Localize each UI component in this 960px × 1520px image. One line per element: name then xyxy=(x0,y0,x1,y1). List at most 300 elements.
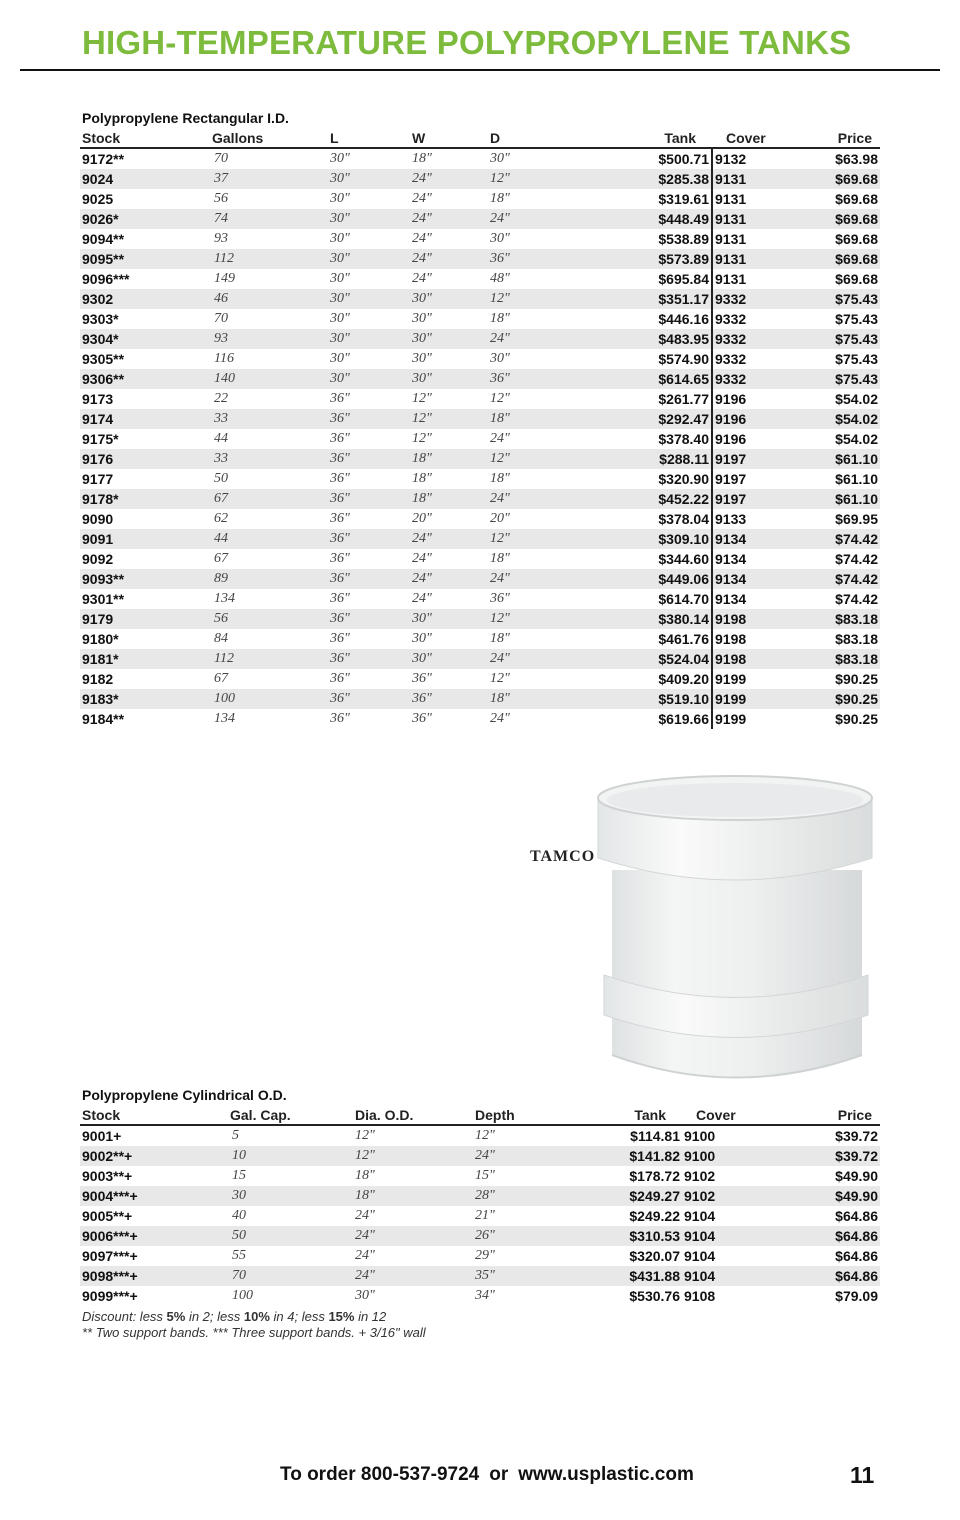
tank-price-cell: $285.38 xyxy=(568,169,712,189)
gallons-cell: 112 xyxy=(210,249,328,269)
cover-price-cell: $54.02 xyxy=(835,391,878,407)
footer-or: or xyxy=(489,1464,509,1485)
depth-cell: 12" xyxy=(488,529,568,549)
stock-cell: 9090 xyxy=(82,511,114,527)
gallons-cell: 93 xyxy=(210,329,328,349)
gallons-cell: 149 xyxy=(214,271,235,286)
depth-cell: 18" xyxy=(490,631,510,646)
width-cell: 30" xyxy=(410,609,488,629)
depth-cell: 18" xyxy=(490,311,510,326)
dia-od-cell: 18" xyxy=(355,1168,375,1183)
width-cell: 30" xyxy=(410,289,488,309)
length-cell: 30" xyxy=(330,311,350,326)
table-row xyxy=(80,1246,880,1266)
order-footer xyxy=(280,1464,694,1486)
table-row xyxy=(80,609,880,629)
cover-price-cell: $64.86 xyxy=(835,1208,878,1224)
cover-price-cell: $74.42 xyxy=(835,591,878,607)
stock-cell: 9178* xyxy=(80,489,210,509)
length-cell: 36" xyxy=(328,489,410,509)
cover-price-cell: $64.86 xyxy=(792,1266,880,1286)
length-cell: 30" xyxy=(330,351,350,366)
cover-cell: 9198 xyxy=(715,631,747,647)
width-cell: 12" xyxy=(412,431,432,446)
tamco-logo: TAMCO xyxy=(530,848,596,865)
depth-cell: 21" xyxy=(475,1208,495,1223)
length-cell: 36" xyxy=(330,671,350,686)
table-row xyxy=(80,289,880,309)
cover-cell: 9196 xyxy=(715,391,747,407)
cover-cell: 9197 xyxy=(712,489,794,509)
depth-cell: 12" xyxy=(488,289,568,309)
cover-cell: 9133 xyxy=(715,511,747,527)
table-row xyxy=(80,369,880,389)
col-cover: Cover xyxy=(712,128,794,148)
depth-cell: 12" xyxy=(488,609,568,629)
table-row xyxy=(80,249,880,269)
cover-cell: 9104 xyxy=(684,1248,716,1264)
gallons-cell: 100 xyxy=(210,689,328,709)
depth-cell: 12" xyxy=(488,449,568,469)
cover-cell: 9100 xyxy=(682,1146,792,1166)
cover-price-cell: $54.02 xyxy=(835,431,878,447)
depth-cell: 36" xyxy=(488,249,568,269)
rectangular-header-row xyxy=(80,128,880,148)
stock-cell: 9183* xyxy=(80,689,210,709)
table-row xyxy=(80,148,880,169)
col-tank: Tank xyxy=(568,128,712,148)
depth-cell: 30" xyxy=(490,351,510,366)
cover-price-cell: $61.10 xyxy=(835,471,878,487)
stock-cell: 9174 xyxy=(80,409,210,429)
cover-price-cell: $69.68 xyxy=(794,169,880,189)
table-row xyxy=(80,689,880,709)
gal-cap-cell: 10 xyxy=(228,1146,353,1166)
cylindrical-table-heading: Polypropylene Cylindrical O.D. xyxy=(82,1087,287,1103)
cover-price-cell: $74.42 xyxy=(835,551,878,567)
gal-cap-cell: 50 xyxy=(228,1226,353,1246)
cover-price-cell: $83.18 xyxy=(794,609,880,629)
col-price: Price xyxy=(794,128,880,148)
tank-price-cell: $614.65 xyxy=(568,369,712,389)
stock-cell: 9095** xyxy=(80,249,210,269)
cover-cell: 9134 xyxy=(712,569,794,589)
depth-cell: 35" xyxy=(473,1266,578,1286)
cover-price-cell: $75.43 xyxy=(794,329,880,349)
cover-price-cell: $69.68 xyxy=(835,231,878,247)
col-length: L xyxy=(328,128,410,148)
table-row xyxy=(80,469,880,489)
depth-cell: 24" xyxy=(488,329,568,349)
depth-cell: 15" xyxy=(475,1168,495,1183)
tank-price-cell: $500.71 xyxy=(568,148,712,169)
depth-cell: 18" xyxy=(488,409,568,429)
stock-cell: 9182 xyxy=(82,671,114,687)
stock-cell: 9093** xyxy=(80,569,210,589)
width-cell: 24" xyxy=(410,249,488,269)
length-cell: 36" xyxy=(330,551,350,566)
width-cell: 30" xyxy=(412,631,432,646)
cover-price-cell: $69.68 xyxy=(835,271,878,287)
cover-cell: 9199 xyxy=(715,711,747,727)
tank-price-cell: $448.49 xyxy=(568,209,712,229)
col-depth: Depth xyxy=(473,1105,578,1125)
dia-od-cell: 24" xyxy=(353,1266,473,1286)
table-row xyxy=(80,429,880,449)
table-row xyxy=(80,309,880,329)
cylindrical-tank-image xyxy=(590,770,880,1092)
dia-od-cell: 24" xyxy=(355,1248,375,1263)
depth-cell: 30" xyxy=(490,151,510,166)
gallons-cell: 33 xyxy=(210,409,328,429)
cover-price-cell: $74.42 xyxy=(794,529,880,549)
cover-cell: 9104 xyxy=(682,1226,792,1246)
cover-price-cell: $49.90 xyxy=(792,1186,880,1206)
cover-price-cell: $83.18 xyxy=(835,631,878,647)
cover-price-cell: $83.18 xyxy=(794,649,880,669)
depth-cell: 29" xyxy=(475,1248,495,1263)
length-cell: 30" xyxy=(328,329,410,349)
tank-price-cell: $351.17 xyxy=(568,289,712,309)
width-cell: 30" xyxy=(412,351,432,366)
width-cell: 24" xyxy=(412,271,432,286)
cover-price-cell: $63.98 xyxy=(835,151,878,167)
tank-price-cell: $320.90 xyxy=(568,469,712,489)
width-cell: 30" xyxy=(410,329,488,349)
depth-cell: 34" xyxy=(475,1288,495,1303)
tank-price-cell: $483.95 xyxy=(568,329,712,349)
title-divider xyxy=(20,69,940,71)
col-cover: Cover xyxy=(682,1105,792,1125)
gallons-cell: 62 xyxy=(214,511,228,526)
table-row xyxy=(80,229,880,249)
support-bands-note: ** Two support bands. *** Three support bands. + 3/16" wall xyxy=(82,1325,426,1340)
gal-cap-cell: 100 xyxy=(232,1288,253,1303)
table-row xyxy=(80,1186,880,1206)
col-stock: Stock xyxy=(80,128,210,148)
tank-price-cell: $378.04 xyxy=(568,509,712,529)
cover-cell: 9332 xyxy=(715,351,747,367)
gallons-cell: 37 xyxy=(210,169,328,189)
table-row xyxy=(80,189,880,209)
page-number: 11 xyxy=(850,1462,875,1488)
order-phone: To order 800-537-9724 xyxy=(280,1464,480,1485)
width-cell: 24" xyxy=(412,231,432,246)
stock-cell: 9301** xyxy=(82,591,125,607)
length-cell: 30" xyxy=(328,289,410,309)
table-row xyxy=(80,449,880,469)
tank-price-cell: $519.10 xyxy=(568,689,712,709)
col-width: W xyxy=(410,128,488,148)
width-cell: 36" xyxy=(410,689,488,709)
table-row xyxy=(80,669,880,689)
depth-cell: 24" xyxy=(473,1146,578,1166)
cover-price-cell: $69.68 xyxy=(794,249,880,269)
gallons-cell: 89 xyxy=(210,569,328,589)
cover-cell: 9131 xyxy=(715,231,747,247)
gal-cap-cell: 70 xyxy=(228,1266,353,1286)
rectangular-table-heading: Polypropylene Rectangular I.D. xyxy=(82,110,289,126)
width-cell: 18" xyxy=(412,151,432,166)
stock-cell: 9005**+ xyxy=(82,1208,133,1224)
tank-price-cell: $114.81 xyxy=(630,1128,680,1144)
tank-price-cell: $249.22 xyxy=(629,1208,680,1224)
width-cell: 30" xyxy=(410,649,488,669)
tank-price-cell: $292.47 xyxy=(568,409,712,429)
width-cell: 12" xyxy=(412,391,432,406)
gallons-cell: 140 xyxy=(210,369,328,389)
stock-cell: 9094** xyxy=(82,231,125,247)
table-row xyxy=(80,1146,880,1166)
dia-od-cell: 24" xyxy=(355,1208,375,1223)
width-cell: 24" xyxy=(410,209,488,229)
depth-cell: 24" xyxy=(488,209,568,229)
length-cell: 36" xyxy=(330,711,350,726)
cover-cell: 9108 xyxy=(684,1288,716,1304)
stock-cell: 9175* xyxy=(82,431,119,447)
tank-price-cell: $452.22 xyxy=(568,489,712,509)
length-cell: 30" xyxy=(330,191,350,206)
cylindrical-table xyxy=(80,1105,880,1306)
cover-price-cell: $75.43 xyxy=(835,351,878,367)
tank-price-cell: $619.66 xyxy=(568,709,712,729)
cover-cell: 9134 xyxy=(715,551,747,567)
cover-cell: 9198 xyxy=(712,649,794,669)
table-row xyxy=(80,169,880,189)
depth-cell: 20" xyxy=(490,511,510,526)
tank-price-cell: $431.88 xyxy=(578,1266,682,1286)
cover-cell: 9134 xyxy=(715,591,747,607)
cover-cell: 9131 xyxy=(712,169,794,189)
cover-price-cell: $74.42 xyxy=(794,569,880,589)
length-cell: 36" xyxy=(328,689,410,709)
tank-price-cell: $574.90 xyxy=(568,349,712,369)
cover-price-cell: $90.25 xyxy=(835,711,878,727)
cover-price-cell: $69.68 xyxy=(835,191,878,207)
stock-cell: 9176 xyxy=(80,449,210,469)
table-row xyxy=(80,489,880,509)
length-cell: 36" xyxy=(328,569,410,589)
width-cell: 24" xyxy=(412,591,432,606)
depth-cell: 24" xyxy=(488,569,568,589)
table-row xyxy=(80,329,880,349)
width-cell: 24" xyxy=(410,529,488,549)
stock-cell: 9097***+ xyxy=(82,1248,138,1264)
cover-price-cell: $75.43 xyxy=(835,311,878,327)
gallons-cell: 50 xyxy=(214,471,228,486)
tank-price-cell: $530.76 xyxy=(629,1288,680,1304)
depth-cell: 12" xyxy=(490,671,510,686)
width-cell: 24" xyxy=(410,169,488,189)
length-cell: 36" xyxy=(330,391,350,406)
gallons-cell: 44 xyxy=(210,529,328,549)
dia-od-cell: 18" xyxy=(353,1186,473,1206)
website-link[interactable]: www.usplastic.com xyxy=(518,1464,694,1485)
gal-cap-cell: 40 xyxy=(232,1208,246,1223)
gallons-cell: 70 xyxy=(214,151,228,166)
cover-cell: 9131 xyxy=(715,191,747,207)
tank-price-cell: $538.89 xyxy=(568,229,712,249)
gallons-cell: 74 xyxy=(210,209,328,229)
width-cell: 30" xyxy=(410,369,488,389)
stock-cell: 9305** xyxy=(82,351,125,367)
cover-cell: 9199 xyxy=(715,671,747,687)
stock-cell: 9098***+ xyxy=(80,1266,228,1286)
gallons-cell: 84 xyxy=(214,631,228,646)
width-cell: 12" xyxy=(410,409,488,429)
stock-cell: 9025 xyxy=(82,191,114,207)
length-cell: 36" xyxy=(330,431,350,446)
table-row xyxy=(80,1125,880,1146)
col-dia-od: Dia. O.D. xyxy=(353,1105,473,1125)
gal-cap-cell: 30 xyxy=(228,1186,353,1206)
width-cell: 36" xyxy=(412,671,432,686)
tank-price-cell: $288.11 xyxy=(568,449,712,469)
stock-cell: 9001+ xyxy=(82,1128,122,1144)
length-cell: 36" xyxy=(328,449,410,469)
gallons-cell: 56 xyxy=(210,609,328,629)
depth-cell: 18" xyxy=(490,191,510,206)
stock-cell: 9003**+ xyxy=(82,1168,133,1184)
cover-cell: 9196 xyxy=(715,431,747,447)
cover-price-cell: $39.72 xyxy=(792,1146,880,1166)
cover-price-cell: $69.95 xyxy=(835,511,878,527)
table-row xyxy=(80,209,880,229)
cover-price-cell: $90.25 xyxy=(835,671,878,687)
width-cell: 30" xyxy=(412,311,432,326)
stock-cell: 9181* xyxy=(80,649,210,669)
table-row xyxy=(80,709,880,729)
width-cell: 18" xyxy=(410,449,488,469)
gallons-cell: 67 xyxy=(214,671,228,686)
cylindrical-header-row xyxy=(80,1105,880,1125)
depth-cell: 24" xyxy=(490,431,510,446)
tank-price-cell: $141.82 xyxy=(578,1146,682,1166)
depth-cell: 26" xyxy=(473,1226,578,1246)
tank-price-cell: $344.60 xyxy=(568,549,712,569)
stock-cell: 9026* xyxy=(80,209,210,229)
cover-price-cell: $39.72 xyxy=(835,1128,878,1144)
cover-price-cell: $49.90 xyxy=(835,1168,878,1184)
depth-cell: 18" xyxy=(488,689,568,709)
table-row xyxy=(80,1226,880,1246)
length-cell: 30" xyxy=(328,249,410,269)
table-row xyxy=(80,349,880,369)
cover-cell: 9198 xyxy=(712,609,794,629)
tank-price-cell: $249.27 xyxy=(578,1186,682,1206)
cover-cell: 9134 xyxy=(712,529,794,549)
page-title: HIGH-TEMPERATURE POLYPROPYLENE TANKS xyxy=(82,24,852,61)
cover-cell: 9131 xyxy=(712,249,794,269)
table-row xyxy=(80,1166,880,1186)
stock-cell: 9177 xyxy=(82,471,114,487)
cover-price-cell: $79.09 xyxy=(835,1288,878,1304)
cover-cell: 9131 xyxy=(712,209,794,229)
stock-cell: 9024 xyxy=(80,169,210,189)
gallons-cell: 67 xyxy=(210,489,328,509)
gallons-cell: 116 xyxy=(214,351,234,366)
width-cell: 36" xyxy=(412,711,432,726)
stock-cell: 9304* xyxy=(80,329,210,349)
depth-cell: 28" xyxy=(473,1186,578,1206)
gallons-cell: 134 xyxy=(214,711,235,726)
stock-cell: 9091 xyxy=(80,529,210,549)
col-tank: Tank xyxy=(578,1105,682,1125)
cover-cell: 9332 xyxy=(712,329,794,349)
col-stock: Stock xyxy=(80,1105,228,1125)
dia-od-cell: 12" xyxy=(355,1128,375,1143)
depth-cell: 48" xyxy=(490,271,510,286)
width-cell: 18" xyxy=(412,471,432,486)
tank-price-cell: $524.04 xyxy=(568,649,712,669)
length-cell: 36" xyxy=(328,529,410,549)
stock-cell: 9004***+ xyxy=(80,1186,228,1206)
cover-price-cell: $64.86 xyxy=(835,1248,878,1264)
gallons-cell: 46 xyxy=(210,289,328,309)
depth-cell: 24" xyxy=(488,489,568,509)
dia-od-cell: 12" xyxy=(353,1146,473,1166)
stock-cell: 9173 xyxy=(82,391,114,407)
dia-od-cell: 24" xyxy=(353,1226,473,1246)
tank-price-cell: $380.14 xyxy=(568,609,712,629)
cover-price-cell: $61.10 xyxy=(794,449,880,469)
depth-cell: 24" xyxy=(488,649,568,669)
cover-cell: 9104 xyxy=(684,1208,716,1224)
width-cell: 24" xyxy=(410,569,488,589)
table-row xyxy=(80,629,880,649)
table-row xyxy=(80,589,880,609)
length-cell: 30" xyxy=(330,231,350,246)
cover-cell: 9332 xyxy=(712,289,794,309)
cover-cell: 9332 xyxy=(712,369,794,389)
gallons-cell: 44 xyxy=(214,431,228,446)
table-row xyxy=(80,389,880,409)
tank-price-cell: $319.61 xyxy=(568,189,712,209)
tank-price-cell: $614.70 xyxy=(568,589,712,609)
tank-price-cell: $310.53 xyxy=(578,1226,682,1246)
cover-price-cell: $54.02 xyxy=(794,409,880,429)
tank-price-cell: $261.77 xyxy=(568,389,712,409)
depth-cell: 12" xyxy=(488,169,568,189)
width-cell: 18" xyxy=(410,489,488,509)
table-row xyxy=(80,649,880,669)
col-gal-cap: Gal. Cap. xyxy=(228,1105,353,1125)
cover-cell: 9332 xyxy=(715,311,747,327)
length-cell: 30" xyxy=(330,151,350,166)
tank-price-cell: $695.84 xyxy=(568,269,712,289)
length-cell: 36" xyxy=(330,591,350,606)
gallons-cell: 22 xyxy=(214,391,228,406)
length-cell: 36" xyxy=(328,649,410,669)
stock-cell: 9006***+ xyxy=(80,1226,228,1246)
gallons-cell: 67 xyxy=(214,551,228,566)
tank-price-cell: $461.76 xyxy=(568,629,712,649)
cover-cell: 9104 xyxy=(682,1266,792,1286)
depth-cell: 18" xyxy=(490,551,510,566)
length-cell: 36" xyxy=(330,511,350,526)
cover-cell: 9196 xyxy=(712,409,794,429)
width-cell: 24" xyxy=(412,191,432,206)
cover-price-cell: $69.68 xyxy=(794,209,880,229)
stock-cell: 9002**+ xyxy=(80,1146,228,1166)
cover-cell: 9100 xyxy=(684,1128,716,1144)
width-cell: 20" xyxy=(412,511,432,526)
depth-cell: 36" xyxy=(490,591,510,606)
rectangular-table xyxy=(80,128,880,729)
col-depth: D xyxy=(488,128,568,148)
table-row xyxy=(80,549,880,569)
cover-cell: 9197 xyxy=(715,471,747,487)
